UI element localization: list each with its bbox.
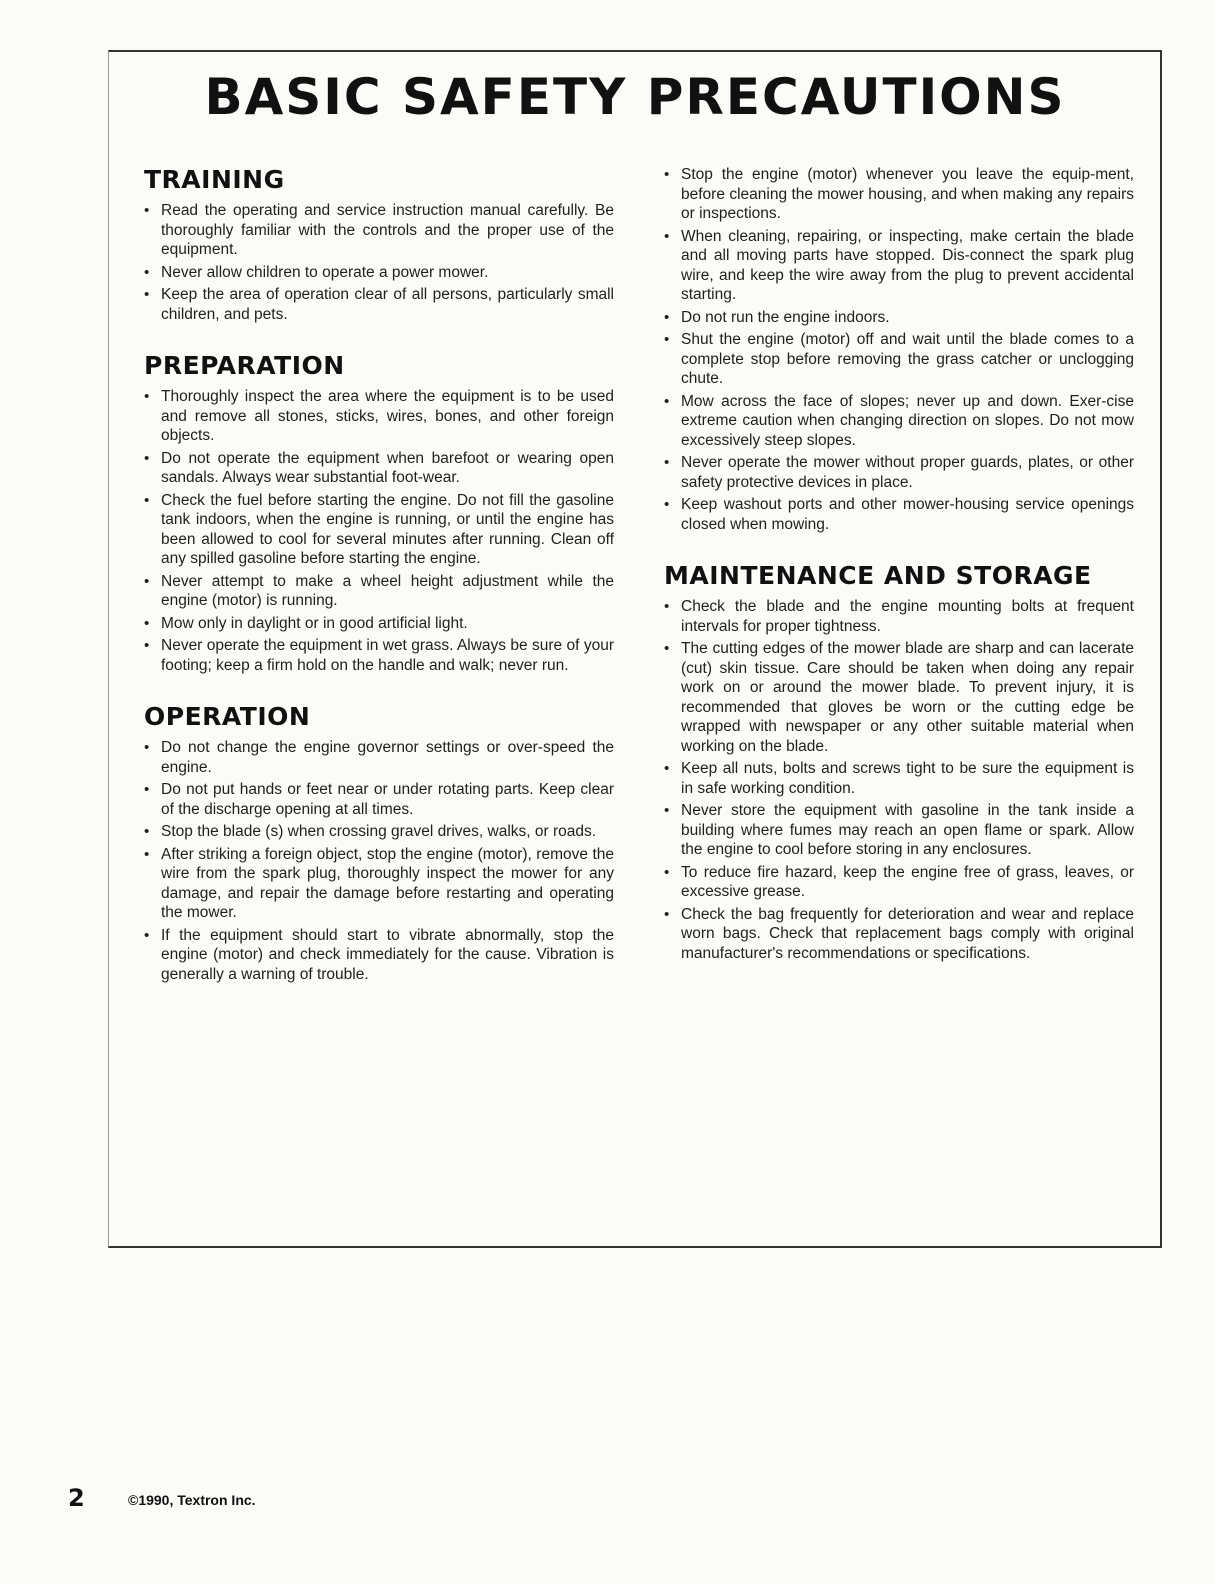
list-item-text: Mow across the face of slopes; never up and down. Exer-cise extreme caution when changing direction on slopes. Do not mow excessively steep slopes. (681, 392, 1134, 449)
bullet-icon: • (664, 905, 670, 923)
page-title: BASIC SAFETY PRECAUTIONS (204, 68, 1066, 126)
left-column (144, 165, 614, 987)
bullet-icon: • (144, 388, 150, 405)
section-operation-continued (664, 165, 1134, 534)
bullet-list (144, 738, 614, 984)
bullet-icon: • (144, 823, 150, 840)
bullet-icon: • (664, 331, 670, 348)
bullet-icon: • (664, 496, 670, 513)
list-item (144, 572, 614, 611)
list-item-text: To reduce fire hazard, keep the engine free of grass, leaves, or excessive grease. (681, 863, 1134, 900)
list-item (144, 780, 614, 819)
section-heading: TRAINING (144, 165, 285, 194)
list-item (144, 926, 614, 985)
list-item (144, 491, 614, 569)
list-item (664, 308, 1134, 328)
list-item (664, 801, 1134, 860)
list-item (664, 863, 1134, 902)
bullet-icon: • (664, 454, 670, 471)
bullet-icon: • (664, 166, 670, 183)
list-item-text: Stop the engine (motor) whenever you leave the equip-ment, before cleaning the mower housing, and when making any repairs or inspections. (681, 166, 1134, 222)
bullet-icon: • (144, 263, 150, 281)
copyright-notice: ©1990, Textron Inc. (128, 1492, 256, 1508)
list-item-text: Check the bag frequently for deterioration and wear and replace worn bags. Check that replacement bags comply with original manufacturer's recommendations or specifications. (681, 905, 1134, 962)
list-item (664, 165, 1134, 224)
bullet-icon: • (144, 781, 150, 798)
list-item (144, 822, 614, 842)
bullet-icon: • (664, 863, 670, 881)
list-item (664, 227, 1134, 305)
list-item-text: Never operate the mower without proper guards, plates, or other safety protective devices in place. (681, 454, 1134, 491)
bullet-icon: • (664, 227, 670, 245)
list-item-text: Do not change the engine governor settings or over-speed the engine. (161, 739, 614, 776)
section-operation (144, 702, 614, 984)
list-item (664, 759, 1134, 798)
list-item-text: Never attempt to make a wheel height adjustment while the engine (motor) is running. (161, 572, 614, 609)
list-item-text: Do not put hands or feet near or under rotating parts. Keep clear of the discharge opening at all times. (161, 781, 614, 818)
bullet-icon: • (664, 598, 670, 615)
list-item-text: Mow only in daylight or in good artificial light. (161, 614, 468, 632)
bullet-list (144, 201, 614, 324)
bullet-icon: • (664, 392, 670, 410)
bullet-icon: • (664, 802, 670, 819)
section-preparation (144, 351, 614, 675)
list-item (144, 285, 614, 324)
list-item-text: Keep washout ports and other mower-housing service openings closed when mowing. (681, 496, 1134, 533)
bullet-icon: • (144, 572, 150, 590)
list-item (664, 330, 1134, 389)
section-maintenance (664, 561, 1134, 963)
list-item (144, 636, 614, 675)
list-item (664, 453, 1134, 492)
bullet-icon: • (144, 739, 150, 756)
list-item (664, 639, 1134, 756)
bullet-icon: • (144, 286, 150, 303)
list-item-text: When cleaning, repairing, or inspecting, make certain the blade and all moving parts have stopped. Dis-connect the spark plug wire, and keep the wire away from the plug to prevent accidental starting. (681, 227, 1134, 303)
bullet-list (664, 165, 1134, 534)
bullet-icon: • (664, 760, 670, 777)
list-item (144, 201, 614, 260)
list-item (664, 495, 1134, 534)
list-item-text: The cutting edges of the mower blade are sharp and can lacerate (cut) skin tissue. Care should be taken when doing any repair work on or around the mower blade. To prevent injury, it is recommended that gloves be worn or the cutting edge be wrapped with newspaper or any other suitable material when working on the blade. (681, 640, 1134, 755)
list-item-text: Check the fuel before starting the engine. Do not fill the gasoline tank indoors, when the engine is running, or until the engine has been allowed to cool for several minutes after running. Clean off any spilled gasoline before starting the engine. (161, 491, 614, 567)
section-heading: PREPARATION (144, 351, 345, 380)
list-item-text: Do not operate the equipment when barefoot or wearing open sandals. Always wear substantial foot-wear. (161, 449, 614, 486)
list-item (144, 738, 614, 777)
list-item-text: Read the operating and service instruction manual carefully. Be thoroughly familiar with the controls and the proper use of the equipment. (161, 202, 614, 258)
section-heading: OPERATION (144, 702, 311, 731)
bullet-icon: • (664, 308, 670, 326)
list-item-text: Keep the area of operation clear of all persons, particularly small children, and pets. (161, 286, 614, 323)
right-column (664, 165, 1134, 966)
list-item (144, 263, 614, 283)
list-item-text: Check the blade and the engine mounting bolts at frequent intervals for proper tightness. (681, 598, 1134, 635)
list-item-text: Thoroughly inspect the area where the equipment is to be used and remove all stones, sticks, wires, bones, and other foreign objects. (161, 388, 614, 444)
list-item-text: Do not run the engine indoors. (681, 308, 890, 326)
list-item-text: Never store the equipment with gasoline in the tank inside a building where fumes may reach an open flame or spark. Allow the engine to cool before storing in any enclosures. (681, 802, 1134, 858)
bullet-icon: • (144, 926, 150, 944)
section-training (144, 165, 614, 324)
list-item (664, 597, 1134, 636)
bullet-list (664, 597, 1134, 963)
list-item (144, 387, 614, 446)
bullet-icon: • (144, 491, 150, 509)
list-item (664, 392, 1134, 451)
page-number: 2 (68, 1484, 85, 1512)
bullet-icon: • (144, 614, 150, 632)
bullet-icon: • (144, 449, 150, 467)
list-item-text: Stop the blade (s) when crossing gravel drives, walks, or roads. (161, 823, 597, 840)
bullet-icon: • (664, 640, 670, 657)
list-item-text: Never allow children to operate a power mower. (161, 263, 489, 281)
list-item-text: After striking a foreign object, stop the engine (motor), remove the wire from the spark plug, thoroughly inspect the mower for any damage, and repair the damage before restarting and operating the mower. (161, 845, 614, 921)
list-item (144, 845, 614, 923)
list-item (664, 905, 1134, 964)
section-heading: MAINTENANCE AND STORAGE (664, 561, 1092, 590)
list-item-text: If the equipment should start to vibrate abnormally, stop the engine (motor) and check immediately for the cause. Vibration is generally a warning of trouble. (161, 926, 614, 983)
bullet-icon: • (144, 845, 150, 863)
list-item-text: Keep all nuts, bolts and screws tight to be sure the equipment is in safe working condition. (681, 760, 1134, 797)
list-item-text: Shut the engine (motor) off and wait until the blade comes to a complete stop before removing the grass catcher or unclogging chute. (681, 331, 1134, 387)
list-item-text: Never operate the equipment in wet grass. Always be sure of your footing; keep a firm hold on the handle and walk; never run. (161, 637, 614, 674)
list-item (144, 449, 614, 488)
bullet-list (144, 387, 614, 675)
list-item (144, 614, 614, 634)
bullet-icon: • (144, 637, 150, 654)
bullet-icon: • (144, 202, 150, 219)
